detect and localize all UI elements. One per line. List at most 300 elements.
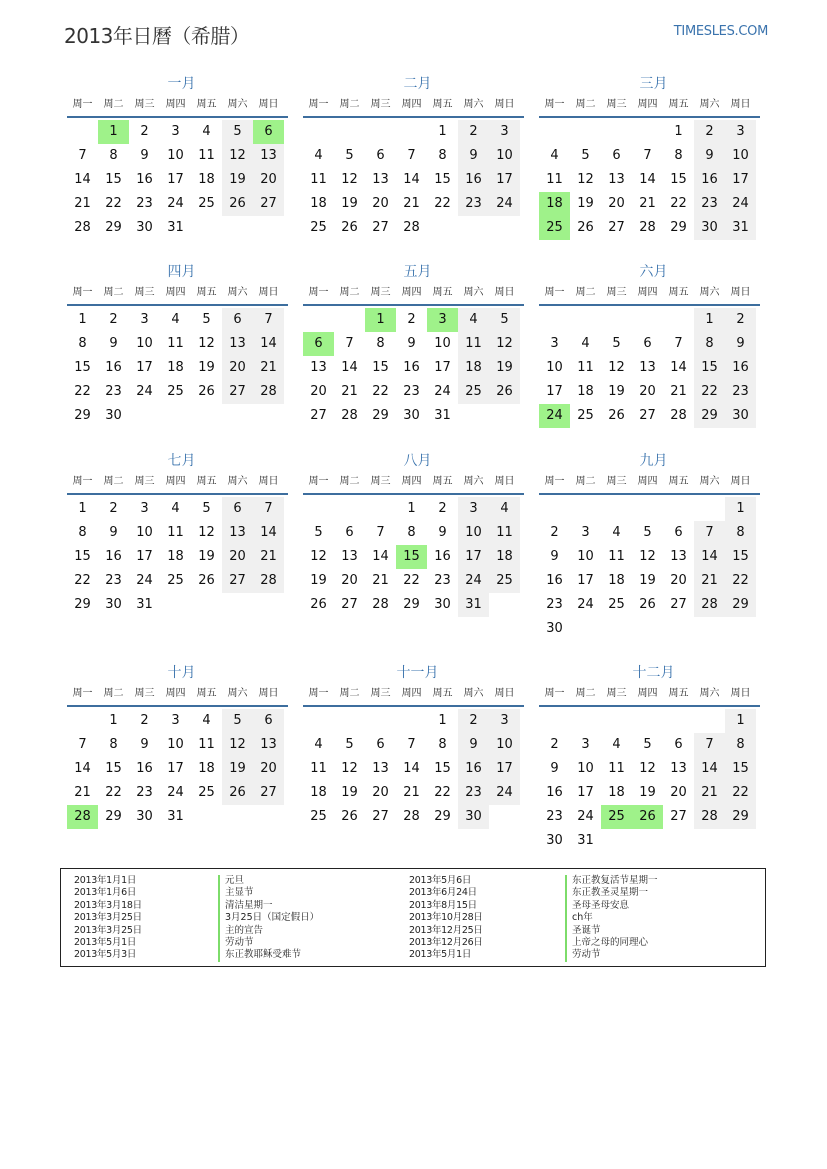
day-cell[interactable]: 9 [407, 336, 416, 351]
day-cell[interactable]: 24 [577, 809, 594, 824]
day-cell[interactable]: 4 [171, 501, 180, 516]
day-cell[interactable]: 25 [489, 569, 520, 593]
day-cell[interactable]: 15 [725, 757, 756, 781]
day-cell[interactable]: 25 [198, 785, 215, 800]
day-cell[interactable]: 6 [674, 525, 683, 540]
day-cell[interactable]: 30 [458, 805, 489, 829]
day-cell[interactable]: 9 [550, 549, 559, 564]
day-cell[interactable]: 11 [198, 148, 215, 163]
day-cell[interactable]: 10 [489, 144, 520, 168]
day-cell[interactable]: 30 [546, 621, 563, 636]
day-cell[interactable]: 29 [105, 220, 122, 235]
day-cell[interactable]: 14 [253, 521, 284, 545]
day-cell[interactable]: 8 [376, 336, 385, 351]
day-cell[interactable]: 28 [639, 220, 656, 235]
day-cell[interactable]: 4 [612, 525, 621, 540]
day-cell[interactable]: 17 [167, 761, 184, 776]
day-cell[interactable]: 20 [222, 356, 253, 380]
day-cell[interactable]: 13 [253, 733, 284, 757]
day-cell[interactable]: 11 [546, 172, 563, 187]
day-cell[interactable]: 2 [550, 525, 559, 540]
day-cell[interactable]: 21 [341, 384, 358, 399]
day-cell[interactable]: 25 [198, 196, 215, 211]
day-cell[interactable]: 13 [670, 761, 687, 776]
day-cell[interactable]: 20 [341, 573, 358, 588]
day-cell[interactable]: 27 [372, 809, 389, 824]
day-cell[interactable]: 5 [222, 709, 253, 733]
day-cell[interactable]: 18 [310, 785, 327, 800]
day-cell[interactable]: 25 [310, 220, 327, 235]
day-cell[interactable]: 23 [105, 573, 122, 588]
day-cell[interactable]: 2 [458, 709, 489, 733]
day-cell[interactable]: 19 [222, 168, 253, 192]
day-cell[interactable]: 27 [341, 597, 358, 612]
day-cell[interactable]: 28 [67, 805, 98, 829]
day-cell[interactable]: 14 [694, 757, 725, 781]
day-cell[interactable]: 12 [608, 360, 625, 375]
day-cell[interactable]: 15 [372, 360, 389, 375]
day-cell[interactable]: 10 [167, 148, 184, 163]
day-cell[interactable]: 9 [694, 144, 725, 168]
day-cell[interactable]: 11 [489, 521, 520, 545]
day-cell[interactable]: 1 [674, 124, 683, 139]
day-cell[interactable]: 1 [78, 501, 87, 516]
day-cell[interactable]: 17 [577, 785, 594, 800]
day-cell[interactable]: 28 [694, 593, 725, 617]
day-cell[interactable]: 3 [725, 120, 756, 144]
day-cell[interactable]: 27 [222, 380, 253, 404]
day-cell[interactable]: 29 [434, 809, 451, 824]
day-cell[interactable]: 29 [670, 220, 687, 235]
day-cell[interactable]: 31 [458, 593, 489, 617]
day-cell[interactable]: 25 [167, 573, 184, 588]
day-cell[interactable]: 8 [674, 148, 683, 163]
day-cell[interactable]: 22 [105, 196, 122, 211]
day-cell[interactable]: 30 [105, 408, 122, 423]
day-cell[interactable]: 31 [434, 408, 451, 423]
day-cell[interactable]: 19 [198, 360, 215, 375]
day-cell[interactable]: 17 [136, 549, 153, 564]
day-cell[interactable]: 16 [725, 356, 756, 380]
day-cell[interactable]: 13 [310, 360, 327, 375]
day-cell[interactable]: 2 [694, 120, 725, 144]
day-cell[interactable]: 3 [458, 497, 489, 521]
day-cell[interactable]: 14 [670, 360, 687, 375]
day-cell[interactable]: 5 [314, 525, 323, 540]
day-cell[interactable]: 30 [434, 597, 451, 612]
day-cell[interactable]: 31 [167, 809, 184, 824]
day-cell[interactable]: 4 [550, 148, 559, 163]
day-cell[interactable]: 27 [253, 781, 284, 805]
day-cell[interactable]: 12 [577, 172, 594, 187]
day-cell[interactable]: 9 [140, 737, 149, 752]
day-cell[interactable]: 3 [140, 312, 149, 327]
day-cell[interactable]: 3 [489, 709, 520, 733]
day-cell[interactable]: 5 [612, 336, 621, 351]
day-cell[interactable]: 6 [643, 336, 652, 351]
day-cell[interactable]: 17 [546, 384, 563, 399]
day-cell[interactable]: 21 [694, 569, 725, 593]
day-cell[interactable]: 7 [345, 336, 354, 351]
day-cell[interactable]: 19 [489, 356, 520, 380]
day-cell[interactable]: 19 [341, 196, 358, 211]
day-cell[interactable]: 27 [253, 192, 284, 216]
day-cell[interactable]: 15 [694, 356, 725, 380]
day-cell[interactable]: 9 [725, 332, 756, 356]
day-cell[interactable]: 9 [550, 761, 559, 776]
day-cell[interactable]: 13 [372, 172, 389, 187]
day-cell[interactable]: 27 [310, 408, 327, 423]
day-cell[interactable]: 2 [140, 124, 149, 139]
day-cell[interactable]: 16 [105, 549, 122, 564]
day-cell[interactable]: 8 [78, 525, 87, 540]
day-cell[interactable]: 7 [253, 497, 284, 521]
day-cell[interactable]: 18 [608, 573, 625, 588]
day-cell[interactable]: 27 [372, 220, 389, 235]
day-cell[interactable]: 18 [577, 384, 594, 399]
day-cell[interactable]: 29 [694, 404, 725, 428]
day-cell[interactable]: 12 [341, 761, 358, 776]
day-cell[interactable]: 8 [109, 148, 118, 163]
day-cell[interactable]: 24 [167, 785, 184, 800]
day-cell[interactable]: 12 [222, 144, 253, 168]
day-cell[interactable]: 13 [608, 172, 625, 187]
day-cell[interactable]: 5 [222, 120, 253, 144]
day-cell[interactable]: 22 [434, 785, 451, 800]
day-cell[interactable]: 20 [608, 196, 625, 211]
day-cell[interactable]: 29 [74, 597, 91, 612]
day-cell[interactable]: 13 [222, 332, 253, 356]
day-cell[interactable]: 8 [438, 737, 447, 752]
day-cell[interactable]: 11 [167, 336, 184, 351]
day-cell[interactable]: 27 [670, 597, 687, 612]
day-cell[interactable]: 22 [105, 785, 122, 800]
day-cell[interactable]: 24 [434, 384, 451, 399]
day-cell[interactable]: 21 [639, 196, 656, 211]
day-cell[interactable]: 15 [74, 549, 91, 564]
day-cell[interactable]: 20 [222, 545, 253, 569]
day-cell[interactable]: 15 [725, 545, 756, 569]
day-cell[interactable]: 28 [253, 569, 284, 593]
day-cell[interactable]: 5 [643, 737, 652, 752]
day-cell[interactable]: 9 [438, 525, 447, 540]
day-cell[interactable]: 28 [74, 220, 91, 235]
day-cell[interactable]: 21 [74, 196, 91, 211]
day-cell[interactable]: 18 [198, 172, 215, 187]
day-cell[interactable]: 7 [643, 148, 652, 163]
day-cell[interactable]: 29 [372, 408, 389, 423]
day-cell[interactable]: 14 [341, 360, 358, 375]
day-cell[interactable]: 12 [489, 332, 520, 356]
day-cell[interactable]: 23 [458, 192, 489, 216]
day-cell[interactable]: 29 [403, 597, 420, 612]
day-cell[interactable]: 10 [136, 525, 153, 540]
day-cell[interactable]: 20 [372, 196, 389, 211]
day-cell[interactable]: 3 [171, 713, 180, 728]
day-cell[interactable]: 23 [434, 573, 451, 588]
day-cell[interactable]: 13 [253, 144, 284, 168]
day-cell[interactable]: 22 [670, 196, 687, 211]
day-cell[interactable]: 30 [546, 833, 563, 848]
day-cell[interactable]: 31 [136, 597, 153, 612]
day-cell[interactable]: 28 [372, 597, 389, 612]
day-cell[interactable]: 28 [670, 408, 687, 423]
day-cell[interactable]: 10 [434, 336, 451, 351]
day-cell[interactable]: 25 [458, 380, 489, 404]
day-cell[interactable]: 17 [489, 757, 520, 781]
day-cell[interactable]: 28 [403, 809, 420, 824]
day-cell[interactable]: 9 [458, 733, 489, 757]
day-cell[interactable]: 13 [341, 549, 358, 564]
day-cell[interactable]: 26 [222, 192, 253, 216]
day-cell[interactable]: 1 [365, 308, 396, 332]
day-cell[interactable]: 6 [222, 497, 253, 521]
day-cell[interactable]: 5 [345, 737, 354, 752]
day-cell[interactable]: 4 [612, 737, 621, 752]
day-cell[interactable]: 18 [167, 549, 184, 564]
day-cell[interactable]: 18 [608, 785, 625, 800]
day-cell[interactable]: 6 [376, 737, 385, 752]
day-cell[interactable]: 26 [639, 597, 656, 612]
day-cell[interactable]: 2 [109, 312, 118, 327]
day-cell[interactable]: 13 [670, 549, 687, 564]
day-cell[interactable]: 20 [253, 757, 284, 781]
day-cell[interactable]: 23 [725, 380, 756, 404]
day-cell[interactable]: 3 [581, 525, 590, 540]
day-cell[interactable]: 22 [74, 384, 91, 399]
day-cell[interactable]: 18 [198, 761, 215, 776]
day-cell[interactable]: 15 [105, 172, 122, 187]
day-cell[interactable]: 21 [74, 785, 91, 800]
day-cell[interactable]: 21 [372, 573, 389, 588]
day-cell[interactable]: 30 [136, 220, 153, 235]
day-cell[interactable]: 8 [109, 737, 118, 752]
day-cell[interactable]: 18 [310, 196, 327, 211]
day-cell[interactable]: 12 [639, 761, 656, 776]
day-cell[interactable]: 11 [198, 737, 215, 752]
day-cell[interactable]: 17 [458, 545, 489, 569]
day-cell[interactable]: 2 [438, 501, 447, 516]
day-cell[interactable]: 10 [725, 144, 756, 168]
day-cell[interactable]: 30 [136, 809, 153, 824]
day-cell[interactable]: 19 [639, 573, 656, 588]
day-cell[interactable]: 6 [376, 148, 385, 163]
day-cell[interactable]: 20 [670, 785, 687, 800]
day-cell[interactable]: 26 [608, 408, 625, 423]
day-cell[interactable]: 19 [577, 196, 594, 211]
day-cell[interactable]: 24 [458, 569, 489, 593]
day-cell[interactable]: 25 [167, 384, 184, 399]
day-cell[interactable]: 6 [612, 148, 621, 163]
day-cell[interactable]: 12 [222, 733, 253, 757]
day-cell[interactable]: 26 [310, 597, 327, 612]
day-cell[interactable]: 28 [341, 408, 358, 423]
day-cell[interactable]: 28 [403, 220, 420, 235]
day-cell[interactable]: 19 [639, 785, 656, 800]
day-cell[interactable]: 30 [694, 216, 725, 240]
day-cell[interactable]: 11 [458, 332, 489, 356]
day-cell[interactable]: 24 [489, 192, 520, 216]
day-cell[interactable]: 4 [314, 737, 323, 752]
day-cell[interactable]: 21 [403, 785, 420, 800]
day-cell[interactable]: 22 [725, 781, 756, 805]
day-cell[interactable]: 11 [167, 525, 184, 540]
day-cell[interactable]: 25 [577, 408, 594, 423]
day-cell[interactable]: 21 [670, 384, 687, 399]
day-cell[interactable]: 16 [458, 168, 489, 192]
day-cell[interactable]: 1 [725, 497, 756, 521]
day-cell[interactable]: 3 [489, 120, 520, 144]
day-cell[interactable]: 14 [372, 549, 389, 564]
day-cell[interactable]: 21 [403, 196, 420, 211]
day-cell[interactable]: 23 [546, 597, 563, 612]
day-cell[interactable]: 5 [202, 501, 211, 516]
day-cell[interactable]: 14 [403, 761, 420, 776]
day-cell[interactable]: 5 [345, 148, 354, 163]
day-cell[interactable]: 28 [253, 380, 284, 404]
day-cell[interactable]: 3 [581, 737, 590, 752]
day-cell[interactable]: 19 [608, 384, 625, 399]
day-cell[interactable]: 11 [608, 761, 625, 776]
day-cell[interactable]: 26 [222, 781, 253, 805]
day-cell[interactable]: 14 [403, 172, 420, 187]
day-cell[interactable]: 25 [539, 216, 570, 240]
day-cell[interactable]: 11 [577, 360, 594, 375]
day-cell[interactable]: 13 [222, 521, 253, 545]
day-cell[interactable]: 1 [109, 713, 118, 728]
day-cell[interactable]: 21 [253, 545, 284, 569]
day-cell[interactable]: 28 [694, 805, 725, 829]
day-cell[interactable]: 22 [372, 384, 389, 399]
day-cell[interactable]: 6 [222, 308, 253, 332]
day-cell[interactable]: 29 [725, 593, 756, 617]
day-cell[interactable]: 1 [98, 120, 129, 144]
day-cell[interactable]: 14 [639, 172, 656, 187]
day-cell[interactable]: 4 [489, 497, 520, 521]
day-cell[interactable]: 14 [694, 545, 725, 569]
day-cell[interactable]: 9 [458, 144, 489, 168]
day-cell[interactable]: 26 [577, 220, 594, 235]
day-cell[interactable]: 10 [546, 360, 563, 375]
day-cell[interactable]: 4 [202, 124, 211, 139]
day-cell[interactable]: 6 [674, 737, 683, 752]
day-cell[interactable]: 17 [136, 360, 153, 375]
day-cell[interactable]: 13 [639, 360, 656, 375]
day-cell[interactable]: 10 [577, 549, 594, 564]
brand-link[interactable]: TIMESLES.COM [673, 24, 768, 39]
day-cell[interactable]: 25 [310, 809, 327, 824]
day-cell[interactable]: 12 [198, 336, 215, 351]
day-cell[interactable]: 30 [105, 597, 122, 612]
day-cell[interactable]: 27 [639, 408, 656, 423]
day-cell[interactable]: 7 [78, 148, 87, 163]
day-cell[interactable]: 9 [109, 336, 118, 351]
day-cell[interactable]: 16 [403, 360, 420, 375]
day-cell[interactable]: 27 [608, 220, 625, 235]
day-cell[interactable]: 22 [694, 380, 725, 404]
day-cell[interactable]: 6 [345, 525, 354, 540]
day-cell[interactable]: 23 [403, 384, 420, 399]
day-cell[interactable]: 24 [136, 384, 153, 399]
day-cell[interactable]: 16 [458, 757, 489, 781]
day-cell[interactable]: 22 [403, 573, 420, 588]
day-cell[interactable]: 2 [458, 120, 489, 144]
day-cell[interactable]: 24 [167, 196, 184, 211]
day-cell[interactable]: 2 [725, 308, 756, 332]
day-cell[interactable]: 10 [167, 737, 184, 752]
day-cell[interactable]: 9 [140, 148, 149, 163]
day-cell[interactable]: 13 [372, 761, 389, 776]
day-cell[interactable]: 2 [550, 737, 559, 752]
day-cell[interactable]: 31 [725, 216, 756, 240]
day-cell[interactable]: 26 [632, 805, 663, 829]
day-cell[interactable]: 16 [136, 172, 153, 187]
day-cell[interactable]: 18 [458, 356, 489, 380]
day-cell[interactable]: 7 [674, 336, 683, 351]
day-cell[interactable]: 16 [105, 360, 122, 375]
day-cell[interactable]: 4 [581, 336, 590, 351]
day-cell[interactable]: 15 [434, 172, 451, 187]
day-cell[interactable]: 4 [171, 312, 180, 327]
day-cell[interactable]: 8 [725, 733, 756, 757]
day-cell[interactable]: 29 [74, 408, 91, 423]
day-cell[interactable]: 18 [167, 360, 184, 375]
day-cell[interactable]: 16 [136, 761, 153, 776]
day-cell[interactable]: 7 [407, 148, 416, 163]
day-cell[interactable]: 7 [694, 521, 725, 545]
day-cell[interactable]: 19 [198, 549, 215, 564]
day-cell[interactable]: 7 [78, 737, 87, 752]
day-cell[interactable]: 23 [136, 785, 153, 800]
day-cell[interactable]: 20 [670, 573, 687, 588]
day-cell[interactable]: 1 [694, 308, 725, 332]
day-cell[interactable]: 17 [489, 168, 520, 192]
day-cell[interactable]: 25 [608, 597, 625, 612]
day-cell[interactable]: 15 [670, 172, 687, 187]
day-cell[interactable]: 15 [74, 360, 91, 375]
day-cell[interactable]: 20 [372, 785, 389, 800]
day-cell[interactable]: 19 [222, 757, 253, 781]
day-cell[interactable]: 16 [546, 573, 563, 588]
day-cell[interactable]: 5 [202, 312, 211, 327]
day-cell[interactable]: 24 [489, 781, 520, 805]
day-cell[interactable]: 10 [577, 761, 594, 776]
day-cell[interactable]: 11 [310, 761, 327, 776]
day-cell[interactable]: 26 [341, 809, 358, 824]
day-cell[interactable]: 5 [581, 148, 590, 163]
day-cell[interactable]: 4 [458, 308, 489, 332]
day-cell[interactable]: 23 [136, 196, 153, 211]
day-cell[interactable]: 8 [438, 148, 447, 163]
day-cell[interactable]: 12 [341, 172, 358, 187]
day-cell[interactable]: 26 [489, 380, 520, 404]
day-cell[interactable]: 30 [725, 404, 756, 428]
day-cell[interactable]: 2 [407, 312, 416, 327]
day-cell[interactable]: 1 [407, 501, 416, 516]
day-cell[interactable]: 11 [608, 549, 625, 564]
day-cell[interactable]: 1 [78, 312, 87, 327]
day-cell[interactable]: 15 [434, 761, 451, 776]
day-cell[interactable]: 1 [438, 713, 447, 728]
day-cell[interactable]: 23 [546, 809, 563, 824]
day-cell[interactable]: 24 [136, 573, 153, 588]
day-cell[interactable]: 2 [109, 501, 118, 516]
day-cell[interactable]: 19 [341, 785, 358, 800]
day-cell[interactable]: 7 [407, 737, 416, 752]
day-cell[interactable]: 22 [74, 573, 91, 588]
day-cell[interactable]: 5 [643, 525, 652, 540]
day-cell[interactable]: 11 [310, 172, 327, 187]
